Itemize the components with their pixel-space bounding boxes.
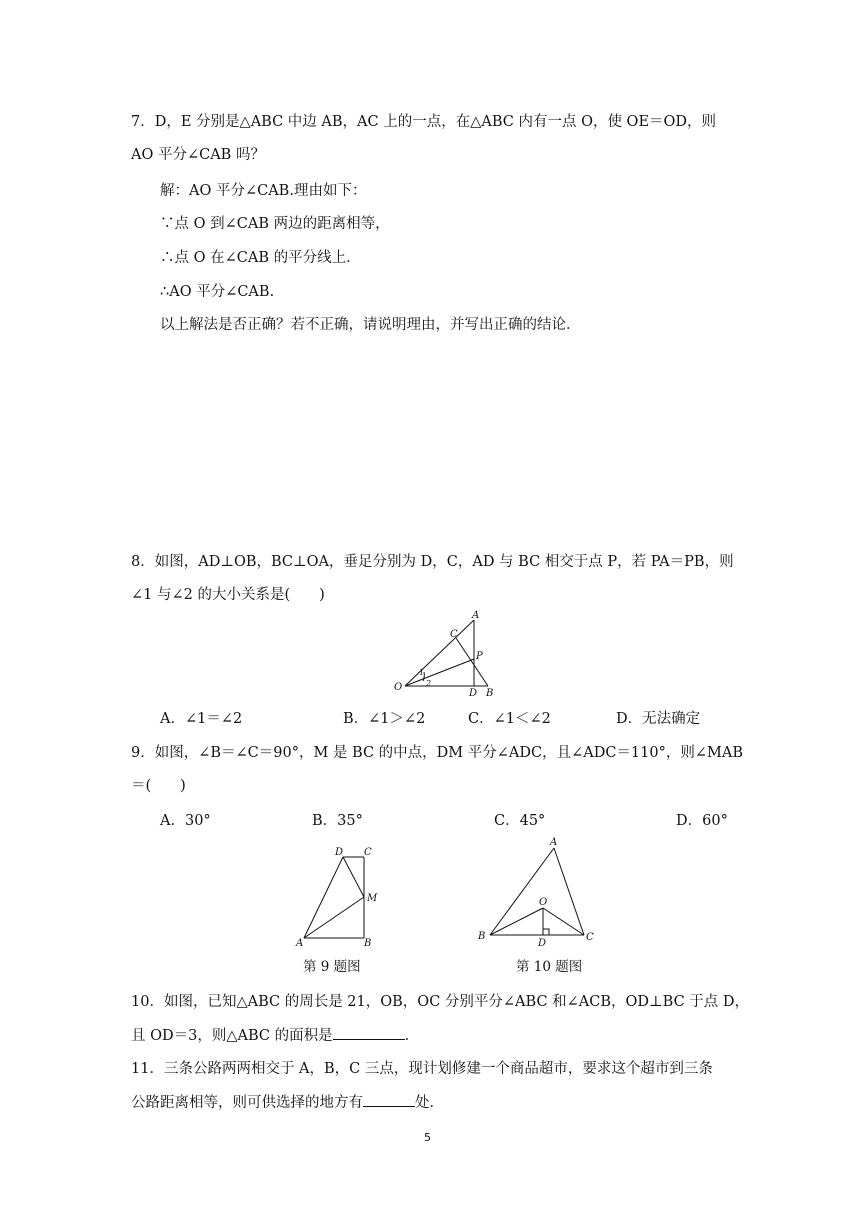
q9-figure bbox=[290, 842, 390, 950]
q8-label-D: D bbox=[469, 688, 478, 699]
q9-segment-DM bbox=[343, 857, 364, 897]
page-number: 5 bbox=[424, 1131, 431, 1144]
q10-segment-BO bbox=[490, 908, 543, 935]
q9-label-A: A bbox=[296, 938, 304, 949]
q8-label-O: O bbox=[394, 682, 403, 693]
q7-line2: AO 平分∠CAB 吗？ bbox=[131, 147, 265, 163]
q8-segment-OA bbox=[405, 620, 474, 686]
q8-label-C: C bbox=[450, 629, 458, 640]
q10-line2-text: 且 OD＝3，则△ABC 的面积是 bbox=[131, 1028, 333, 1044]
q10-label-O: O bbox=[539, 897, 548, 908]
q8-option-b: B．∠1＞∠2 bbox=[343, 711, 426, 727]
q9-label-C: C bbox=[364, 847, 372, 858]
q8-segment-OP bbox=[405, 659, 474, 686]
q10-line2 bbox=[131, 1025, 419, 1046]
q7-line1: 7．D，E 分别是△ABC 中边 AB，AC 上的一点，在△ABC 内有一点 O，使 OE＝OD，则 bbox=[131, 114, 717, 130]
q9-segment-AM bbox=[304, 897, 364, 938]
q10-answer-blank[interactable] bbox=[333, 1025, 405, 1040]
q9-option-c: C．45° bbox=[494, 813, 546, 829]
q7-solution-line: ∴AO 平分∠CAB. bbox=[160, 284, 275, 300]
q9-option-b: B．35° bbox=[312, 813, 363, 829]
q9-label-M: M bbox=[367, 893, 378, 904]
q10-line1: 10．如图，已知△ABC 的周长是 21，OB，OC 分别平分∠ABC 和∠ACB，OD⊥BC 于点 D， bbox=[131, 994, 750, 1010]
q10-label-D: D bbox=[538, 938, 547, 949]
q11-line2 bbox=[131, 1092, 444, 1113]
q10-label-B: B bbox=[478, 931, 486, 942]
q9-option-d: D．60° bbox=[676, 813, 728, 829]
q8-label-B: B bbox=[486, 688, 494, 699]
q10-segment-AB bbox=[490, 848, 554, 935]
q8-figure bbox=[390, 610, 500, 699]
q9-segment-AD bbox=[304, 857, 343, 938]
q8-segment-CB bbox=[456, 638, 488, 686]
q11-line1: 11．三条公路两两相交于 A，B，C 三点，现计划修建一个商品超市，要求这个超市到三条 bbox=[131, 1061, 713, 1077]
q7-solution-line: 解：AO 平分∠CAB.理由如下： bbox=[160, 183, 367, 199]
q11-answer-blank[interactable] bbox=[363, 1092, 415, 1107]
q9-label-D: D bbox=[335, 847, 344, 858]
q8-label-angle-2: 2 bbox=[426, 679, 432, 688]
q9-label-B: B bbox=[364, 938, 372, 949]
q8-option-a: A．∠1＝∠2 bbox=[160, 711, 243, 727]
q8-line2: ∠1 与∠2 的大小关系是( ) bbox=[131, 587, 325, 603]
q8-line1: 8．如图，AD⊥OB，BC⊥OA，垂足分别为 D，C，AD 与 BC 相交于点 P，若 PA＝PB，则 bbox=[131, 554, 734, 570]
q10-figure bbox=[470, 832, 600, 950]
q10-label-C: C bbox=[586, 932, 594, 943]
q8-option-c: C．∠1＜∠2 bbox=[468, 711, 551, 727]
q10-line2-end: ． bbox=[404, 1028, 420, 1044]
q8-label-A: A bbox=[472, 610, 480, 621]
q9-line2: ＝( ) bbox=[131, 778, 186, 794]
q7-solution-line: 以上解法是否正确？若不正确，请说明理由，并写出正确的结论． bbox=[160, 317, 581, 333]
q10-segment-AC bbox=[554, 848, 584, 935]
q11-line2-text: 公路距离相等，则可供选择的地方有 bbox=[131, 1095, 363, 1111]
q9-option-a: A．30° bbox=[160, 813, 211, 829]
q8-option-d: D．无法确定 bbox=[616, 711, 701, 727]
q9-caption: 第 9 题图 bbox=[303, 959, 361, 975]
q10-label-A: A bbox=[550, 837, 558, 848]
q11-line2-end: 处． bbox=[415, 1095, 444, 1111]
q9-line1: 9．如图，∠B＝∠C＝90°，M 是 BC 的中点，DM 平分∠ADC，且∠ADC＝110°，则∠MAB bbox=[131, 745, 743, 761]
q8-label-P: P bbox=[476, 651, 483, 662]
q10-right-angle-mark bbox=[543, 929, 549, 935]
q8-label-angle-1: 1 bbox=[419, 668, 425, 677]
q10-caption: 第 10 题图 bbox=[516, 959, 583, 975]
q7-solution-line: ∴点 O 在∠CAB 的平分线上． bbox=[160, 250, 361, 266]
q7-solution-line: ∵点 O 到∠CAB 两边的距离相等， bbox=[160, 216, 390, 232]
